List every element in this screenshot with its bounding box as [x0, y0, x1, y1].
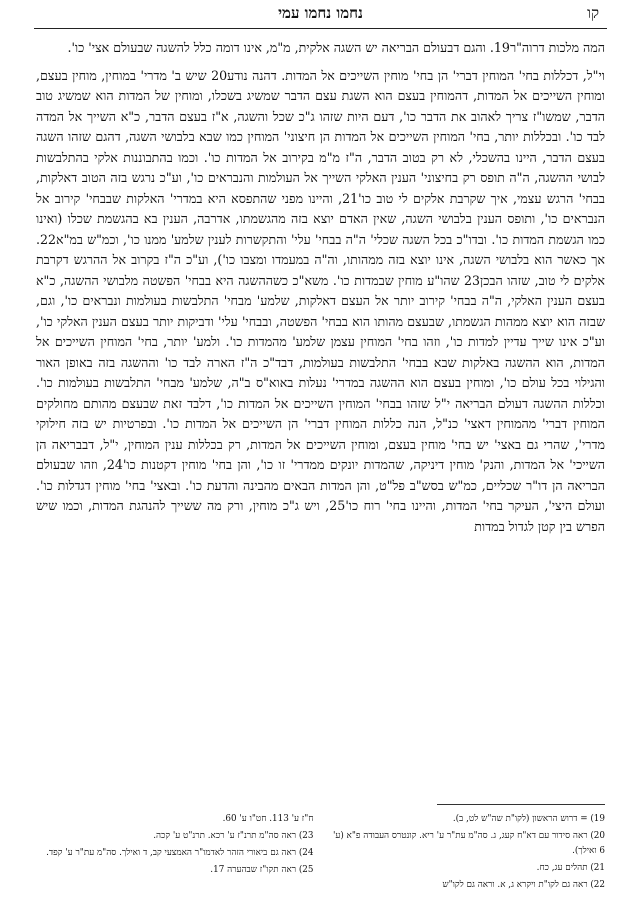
- footnote-column-left: [36, 812, 314, 906]
- footnotes: [36, 812, 605, 906]
- main-text: [36, 38, 605, 544]
- page-title: נחמו נחמו עמי: [278, 4, 363, 22]
- footnote-divider: [437, 804, 605, 805]
- page-number: קו: [587, 4, 599, 22]
- footnote-column-right: [328, 812, 606, 906]
- footnote: 19) = דרוש הראשון (לקו"ת שה"ש לט, ב).: [452, 814, 605, 824]
- header-divider: [34, 28, 607, 29]
- footnote: ח"ז ע' 113. חט"ו ע' 60.: [222, 814, 314, 824]
- footnote: 22) ראה גם לקו"ת ויקרא ג, א. וראה גם לקו"ש: [442, 880, 605, 890]
- paragraph: וי"ל, דכללות בחי' המוחין דברי' הן בחי' מוחין השייכים אל המדות. דהנה נודע20 שיש ב' מדרי' במוחין, מוחין בעצם, ומוחין השייכים אל המדות, דהמוחין בעצם הוא השגת עצם הדבר שמשיג בשכלו, ומוחין של המדות הוא שמשיג טוב הדבר, שמשו"ז צריך לאהוב את הדבר כו', דעם היות שזהו ג"כ שכל והשגה, א"ז בעצם הדבר, כ"א השייך אל המדה לבד כו'. ובכללות יותר, בחי' המוחין השייכים אל המדות הן חיצוני' המוחין כמו שבא בלבושי השגה, דהגם שזהו השגה בעצם הדבר, היינו בהשכלי, לא רק בטוב הדבר, ה"ז מ"מ בקירוב אל המדות כו'. וכמו בהתבוננות אלקי בהתלבשות לבושי ההשגה, ה"ה תופס רק בחיצוני' הענין האלקי השייך אל העולמות והנבראים כו', וע"כ נרגש בזה הטוב דאלקות, בבחי' הרגש עצמי, איך שקרבת אלקים לי טוב כו'21, והיינו מפני שהתפסא היא במדרי' האלקות שבבחי' קירוב אל הנבראים כו', ותופס הענין בלבושי השגה, שאין האדם יוצא בזה מהגשמתו, אדרבה, הענין בא בהגשמת שכלו (ואינו כמו הגשמת המדות כו'. ובדו"כ בכל השגה שכלי' ה"ה בבחי' עלי' והתקשרות לענין שלמע' ממנו כו', וכמ"ש במ"א22. אך כאשר הוא בלבושי השגה, אינו יוצא בזה ממהותו, וה"ה במעמדו ומצבו כו'), וע"כ ה"ז בקרוב אל ההרגש דקרבת אלקים לי טוב, שזהו הבכן23 שהו"ע מוחין שבמדות כו'. משא"כ כשההשגה היא בבחי' הפשטה מלבושי ההשגה, כ"א בעצם הענין האלקי, ה"ה בבחי' קירוב יותר אל העצם דאלקות, שלמע' מבחי' התלבשות בעולמות ונבראים כו', וגם, שבזה הוא יוצא ממהות הגשמתו, שבעצם מהותו הוא בבחי' הפשטה, ובבחי' עלי' ודביקות יותר בעצם הענין האלקי כו', וע"כ אינו שייך עדיין למדות כו', וזהו בחי' המוחין עצמן שלמע' מהמדות כו'. ולמע' יותר, בחי' המוחין השייכים אל המדות, הוא ההשגה באלקות שבא בבחי' התלבשות בעולמות, דבד"כ ה"ז הארה לבד כו' וההשגה בזה באופן האור והגילוי בכל עולם כו', ומוחין בעצם הוא ההשגה במדרי' נעלות באוא"ס ב"ה, שלמע' מבחי' התלבשות בעולמות כו'. וכללות ההשגה דעולם הבריאה י"ל שזהו בבחי' המוחין השייכים אל המדות כו', דלבד זאת שבעצם מהותם מחולקים המוחין דברי' מהמוחין דאצי' כנ"ל, הנה כללות המוחין דברי' הן השייכים אל המדות כו'. ובפרטיות יש בזה חילוקי מדרי', שהרי גם באצי' יש בחי' מוחין בעצם, ומוחין השייכים אל המדות, רק בכללות ענין המוחין, י"ל, דבבריאה הן השייכי' אל המדות, והנק' מוחין דיניקה, שהמדות יונקים ממדרי' זו כו', והן בחי' מוחין דקטנות כו'24, וזהו שבעולם הבריאה הן דו"ר שכליים, כמ"ש בסש"ב פל"ט, והן המדות הבאים מהבינה והדעת כו'. ובאצי' בחי' מוחין דגדלות כו'. ועולם היצי', העיקר בחי' המדות, והיינו בחי' רוח כו'25, ויש ג"כ מוחין, ורק מה ששייך להנהגת המדות, וכמו שיש הפרש בין קטן לגדול במדות: [36, 67, 605, 534]
- paragraph: המה מלכות דרוה"ר19. והגם דבעולם הבריאה יש השגה אלקית, מ"מ, אינו דומה כלל להשגה שבעולם אצי' כו'.: [67, 40, 605, 55]
- footnote: 21) תהלים עג, כח.: [536, 863, 605, 873]
- footnote: 24) ראה גם ביאורי הזהר לאדמו"ר האמצעי קב, ד ואילך. סה"מ עת"ר ע' קפד.: [46, 848, 314, 858]
- footnote: 25) ראה תקו"ז שבהערה 17.: [210, 865, 314, 875]
- page-header: [36, 2, 605, 26]
- footnote: 20) ראה סידור עם דא"ח קעג, ג. סה"מ עת"ר ע' ריא. קונטרס העבודה פ"א (ע' 6 ואילך).: [332, 831, 605, 856]
- footnote: 23) ראה סה"מ תרנ"ז ע' רכא. תרנ"ט ע' קכה.: [153, 831, 314, 841]
